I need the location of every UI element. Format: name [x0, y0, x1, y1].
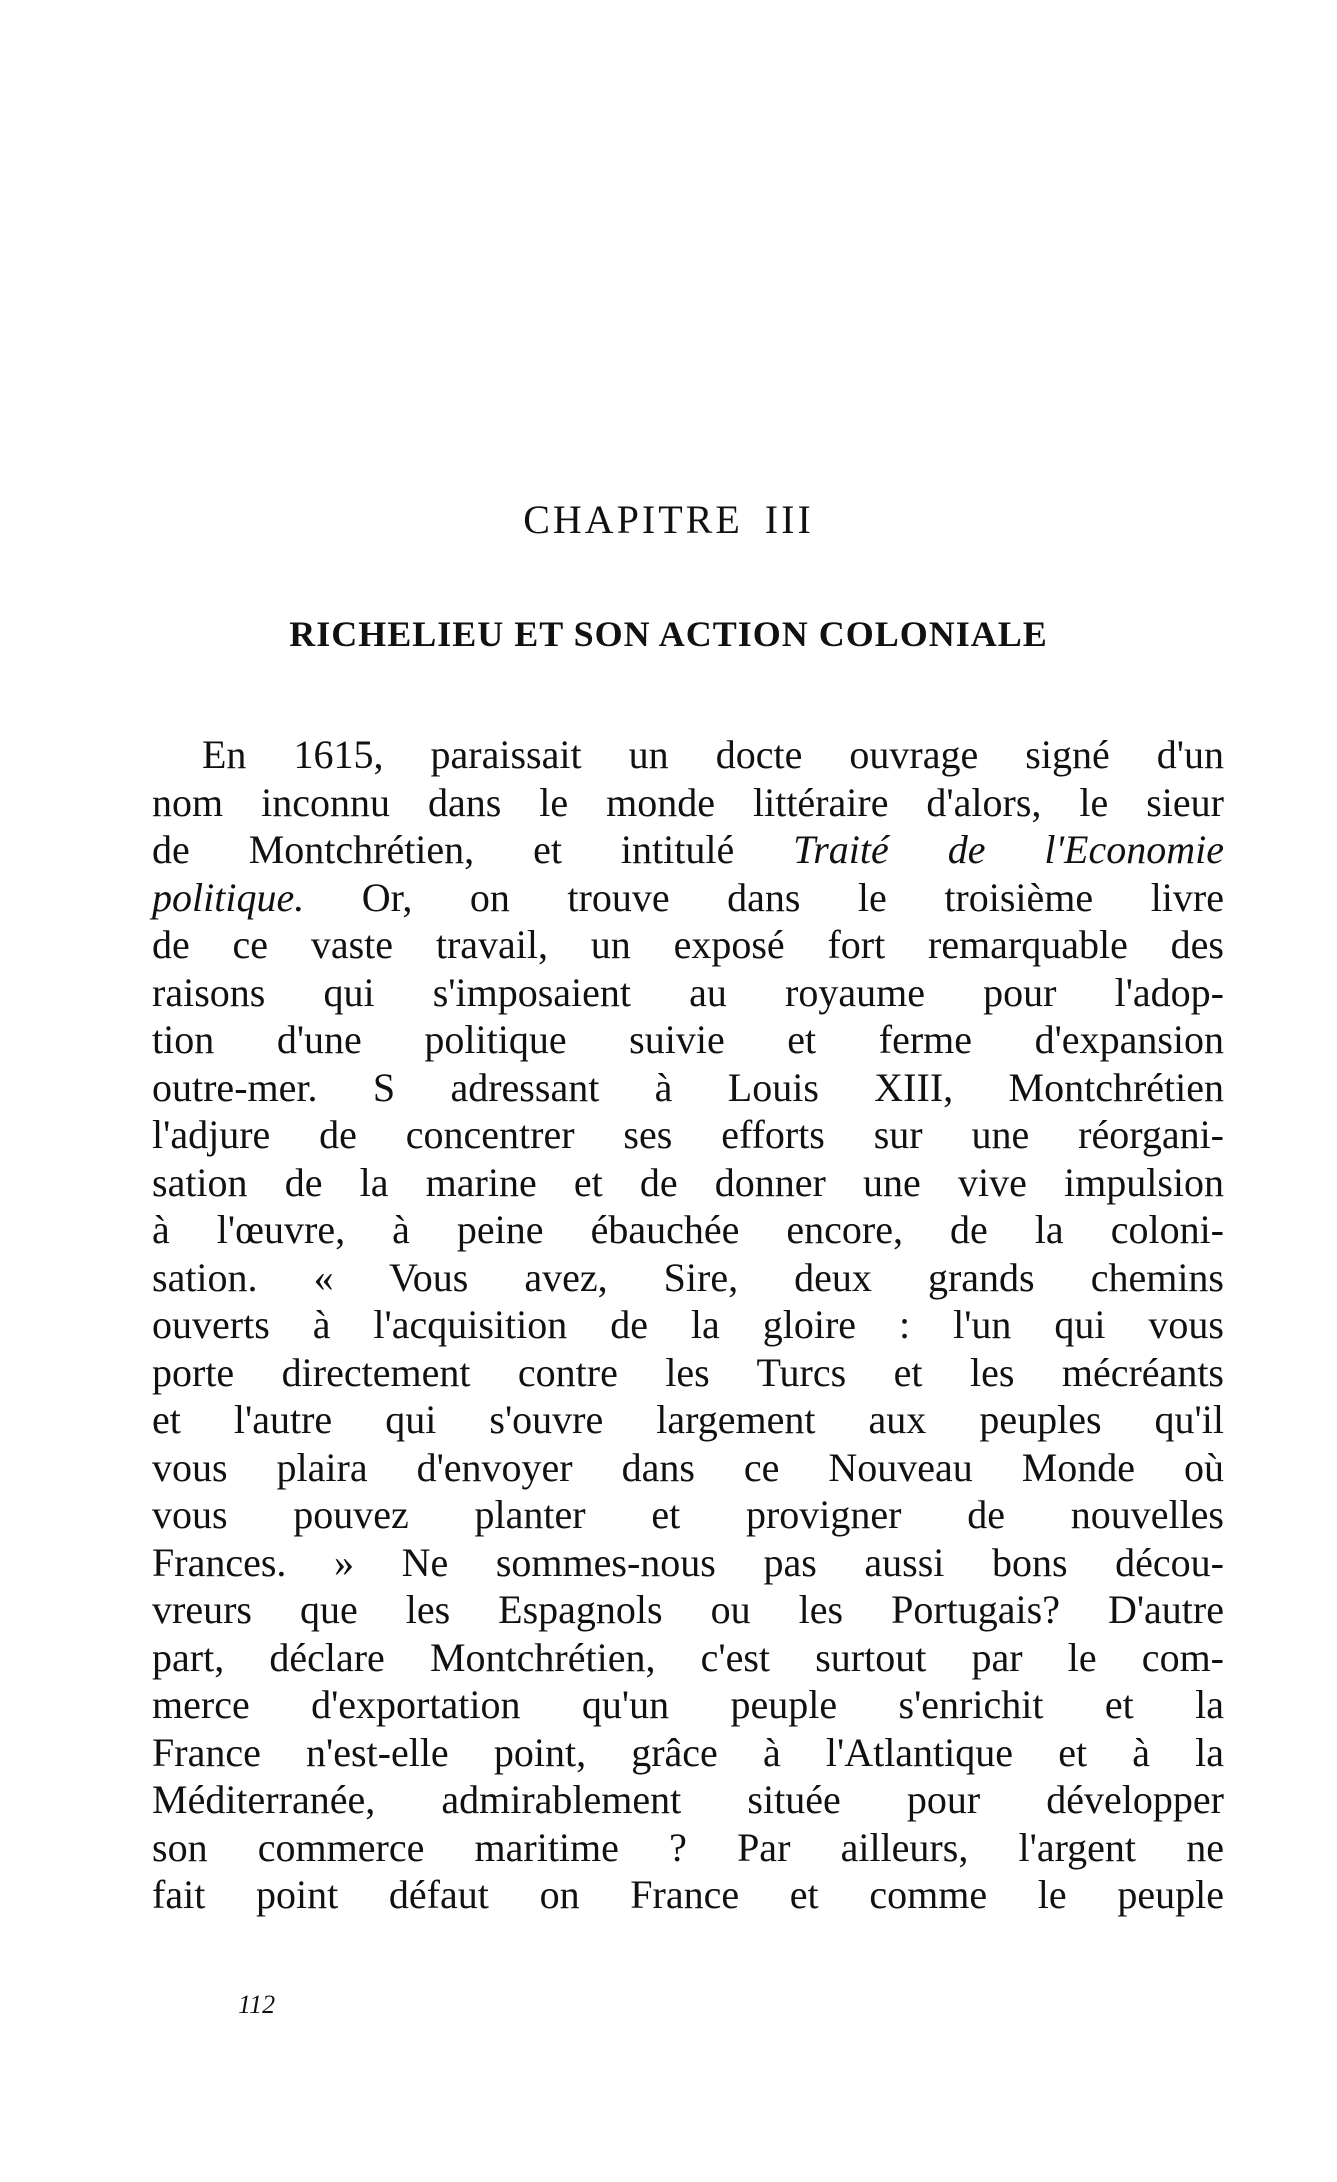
page-number: 112 [238, 1990, 276, 2019]
text-line: merce d'exportation qu'un peuple s'enrichit et la [152, 1682, 1224, 1727]
text-line: tion d'une politique suivie et ferme d'expansion [152, 1017, 1224, 1062]
chapter-label: CHAPITRE [523, 497, 743, 542]
text-line: Frances. » Ne sommes-nous pas aussi bons décou- [152, 1539, 1224, 1585]
text-line: outre-mer. S adressant à Louis XIII, Montchrétien [152, 1064, 1224, 1110]
text-line: vreurs que les Espagnols ou les Portugais? D'autre [152, 1587, 1224, 1632]
text-line: son commerce maritime ? Par ailleurs, l'argent ne [152, 1824, 1224, 1870]
text-line: sation de la marine et de donner une vive impulsion [152, 1159, 1224, 1205]
text-segment: Or, on trouve dans le troisième livre [304, 874, 1224, 920]
chapter-number: III [764, 497, 814, 542]
text-line: porte directement contre les Turcs et les mécréants [152, 1349, 1224, 1395]
book-title-italic: politique. [152, 874, 305, 920]
text-line: fait point défaut on France et comme le peuple [152, 1872, 1224, 1917]
text-line: sation. « Vous avez, Sire, deux grands chemins [152, 1254, 1224, 1300]
chapter-title: RICHELIEU ET SON ACTION COLONIALE [289, 614, 1048, 654]
text-line: En 1615, paraissait un docte ouvrage signé d'un [202, 732, 1224, 777]
text-line: de ce vaste travail, un exposé fort remarquable des [152, 922, 1224, 967]
text-line: raisons qui s'imposaient au royaume pour l'adop- [152, 969, 1224, 1015]
text-line: France n'est-elle point, grâce à l'Atlantique et à la [152, 1729, 1224, 1775]
chapter-heading [0, 496, 1337, 544]
text-line: part, déclare Montchrétien, c'est surtout par le com- [152, 1634, 1224, 1680]
text-line [152, 826, 1224, 874]
text-line: vous plaira d'envoyer dans ce Nouveau Monde où [152, 1444, 1224, 1490]
text-line: l'adjure de concentrer ses efforts sur une réorgani- [152, 1112, 1224, 1157]
text-line [152, 874, 1224, 922]
text-line: vous pouvez planter et provigner de nouvelles [152, 1492, 1224, 1537]
text-line: à l'œuvre, à peine ébauchée encore, de la coloni- [152, 1207, 1224, 1252]
text-line: et l'autre qui s'ouvre largement aux peuples qu'il [152, 1397, 1224, 1442]
text-line: ouverts à l'acquisition de la gloire : l'un qui vous [152, 1302, 1224, 1347]
text-line: nom inconnu dans le monde littéraire d'alors, le sieur [152, 779, 1224, 825]
body-paragraph [152, 731, 1224, 1919]
book-title-italic: Traité de l'Economie [793, 827, 1224, 872]
text-line: Méditerranée, admirablement située pour développer [152, 1777, 1224, 1822]
text-segment: de Montchrétien, et intitulé [152, 827, 794, 872]
